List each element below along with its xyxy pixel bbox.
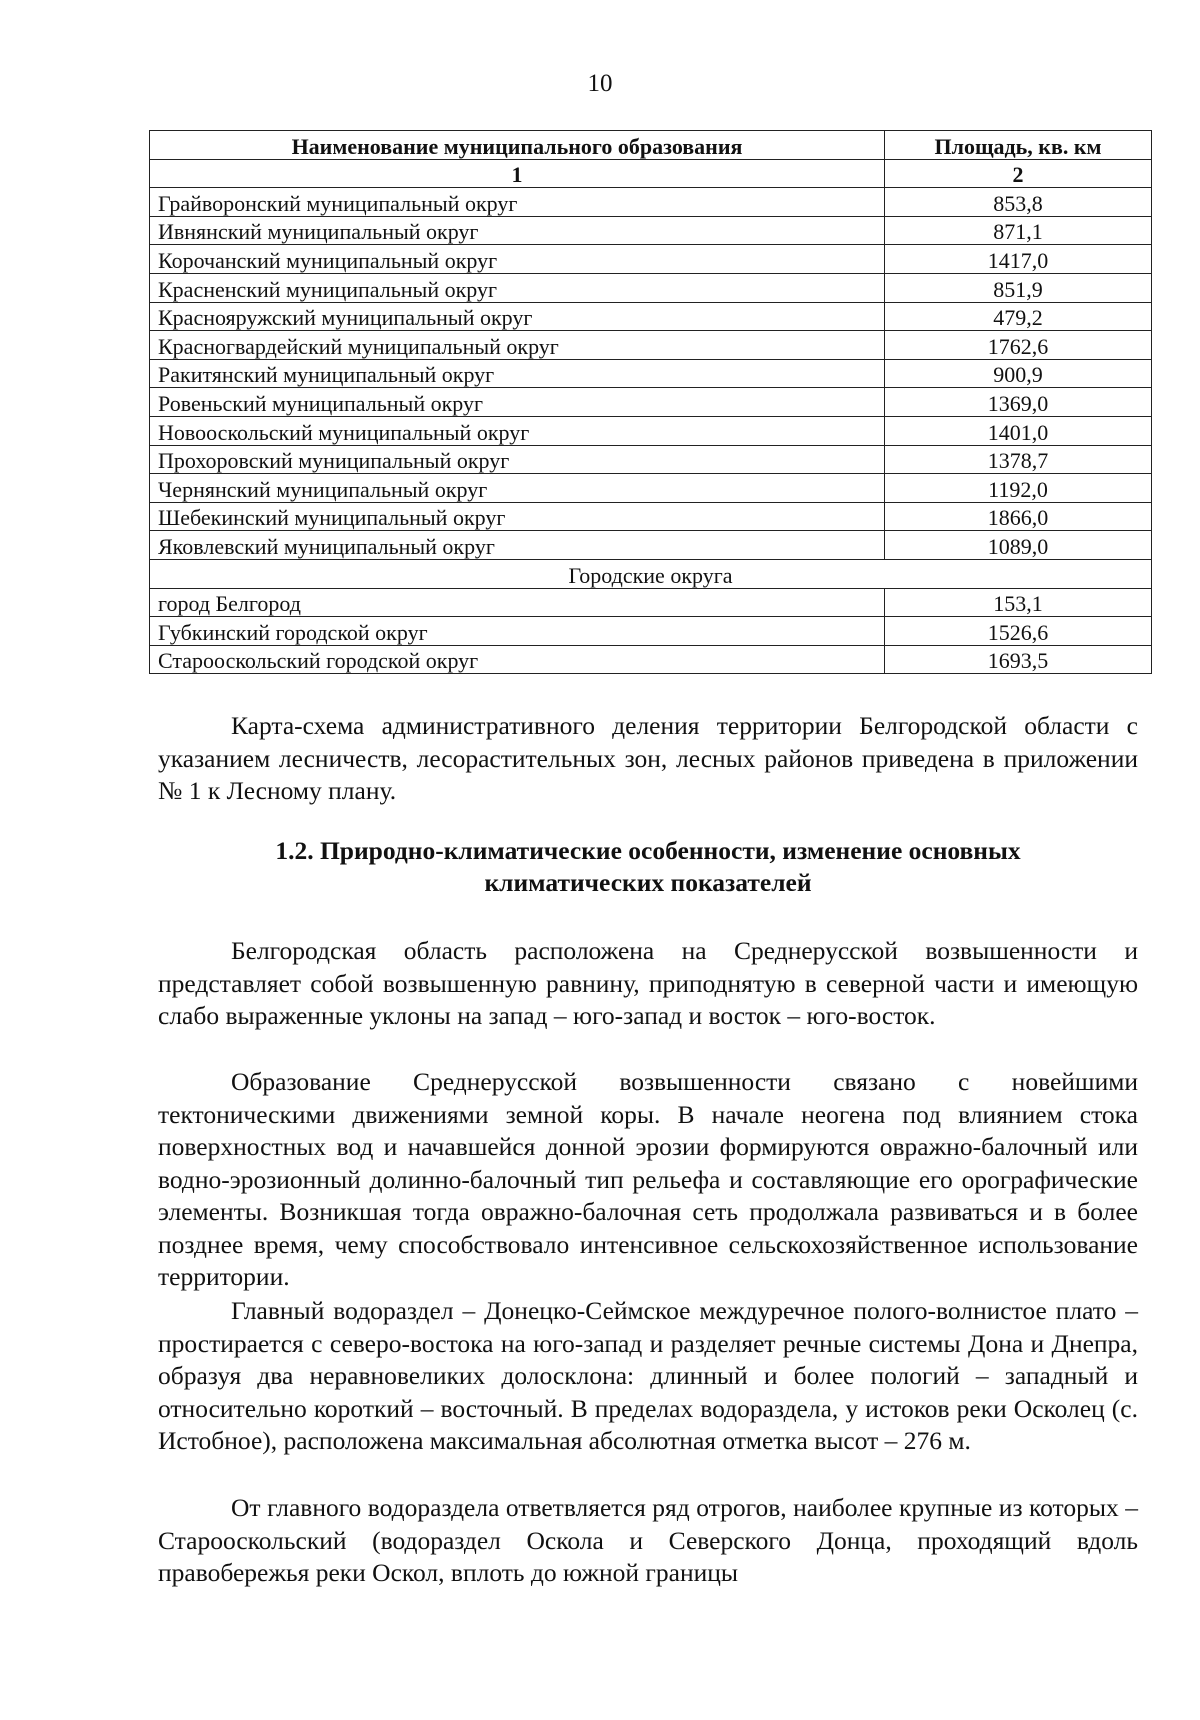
table-row (150, 474, 1152, 503)
body-paragraph-2: Образование Среднерусской возвышенности связано с новейшими тектоническими движениями земной коры. В начале неогена под влиянием стока поверхностных вод и начавшейся донной эрозии формируются овражно-балочный или водно-эрозионный долинно-балочный тип рельефа и составляющие его орографические элементы. Возникшая тогда овражно-балочная сеть продолжала развиваться и в более позднее время, чему способствовало интенсивное сельскохозяйственное использование территории. (158, 1067, 1138, 1291)
table-index-row (150, 159, 1152, 188)
body-paragraph-3: Главный водораздел – Донецко-Сеймское междуречное полого-волнистое плато – простирается с северо-востока на юго-запад и разделяет речные системы Дона и Днепра, образуя два неравновеликих долосклона: длинный и более пологий – западный и относительно короткий – восточный. В пределах водораздела, у истоков реки Осколец (с. Истобное), расположена максимальная абсолютная отметка высот – 276 м. (158, 1296, 1138, 1455)
header-area: Площадь, кв. км (885, 131, 1152, 160)
row-area: 851,9 (885, 273, 1152, 302)
table-row (150, 502, 1152, 531)
row-name: Краснояружский муниципальный округ (150, 302, 885, 331)
row-name: Старооскольский городской округ (150, 645, 885, 674)
table-row (150, 359, 1152, 388)
section-heading (158, 835, 1138, 899)
table-row (150, 388, 1152, 417)
body-paragraph-1: Белгородская область расположена на Среднерусской возвышенности и представляет собой возвышенную равнину, приподнятую в северной части и имеющую слабо выраженные уклоны на запад – юго-запад и восток – юго-восток. (158, 936, 1138, 1030)
table-row (150, 416, 1152, 445)
row-name: Ракитянский муниципальный округ (150, 359, 885, 388)
row-name: Новооскольский муниципальный округ (150, 416, 885, 445)
table-header-row (150, 131, 1152, 160)
body-paragraph-4: От главного водораздела ответвляется ряд отрогов, наиболее крупные из которых – Старооскольский (водораздел Оскола и Северского Донца, проходящий вдоль правобережья реки Оскол, вплоть до южной границы (158, 1493, 1138, 1587)
row-area: 853,8 (885, 188, 1152, 217)
table-row (150, 216, 1152, 245)
row-name: Губкинский городской округ (150, 617, 885, 646)
table-row (150, 531, 1152, 560)
row-area: 1401,0 (885, 416, 1152, 445)
row-name: Красногвардейский муниципальный округ (150, 331, 885, 360)
row-area: 479,2 (885, 302, 1152, 331)
row-area: 871,1 (885, 216, 1152, 245)
row-name: Шебекинский муниципальный округ (150, 502, 885, 531)
map-note-paragraph: Карта-схема административного деления территории Белгородской области с указанием лесничеств, лесорастительных зон, лесных районов приведена в приложении № 1 к Лесному плану. (158, 711, 1138, 805)
row-name: Грайворонский муниципальный округ (150, 188, 885, 217)
row-name: Чернянский муниципальный округ (150, 474, 885, 503)
table-row (150, 445, 1152, 474)
section-title: Городские округа (150, 559, 1152, 588)
table-row (150, 273, 1152, 302)
section-heading-line-2: климатических показателей (484, 868, 812, 897)
table-row (150, 188, 1152, 217)
row-area: 1417,0 (885, 245, 1152, 274)
row-area: 1089,0 (885, 531, 1152, 560)
header-name: Наименование муниципального образования (150, 131, 885, 160)
table-section-row (150, 559, 1152, 588)
row-area: 1378,7 (885, 445, 1152, 474)
table-row (150, 645, 1152, 674)
municipal-areas-table (149, 130, 1152, 674)
row-name: Прохоровский муниципальный округ (150, 445, 885, 474)
row-name: Корочанский муниципальный округ (150, 245, 885, 274)
index-col-2: 2 (885, 159, 1152, 188)
row-area: 1526,6 (885, 617, 1152, 646)
page-number: 10 (587, 70, 613, 97)
row-area: 900,9 (885, 359, 1152, 388)
index-col-1: 1 (150, 159, 885, 188)
table-row (150, 617, 1152, 646)
row-area: 1693,5 (885, 645, 1152, 674)
row-name: Ровеньский муниципальный округ (150, 388, 885, 417)
row-area: 1192,0 (885, 474, 1152, 503)
table-row (150, 302, 1152, 331)
row-area: 1762,6 (885, 331, 1152, 360)
table-row (150, 331, 1152, 360)
row-name: Яковлевский муниципальный округ (150, 531, 885, 560)
row-area: 1866,0 (885, 502, 1152, 531)
table-row (150, 245, 1152, 274)
row-name: Красненский муниципальный округ (150, 273, 885, 302)
row-area: 153,1 (885, 588, 1152, 617)
section-heading-line-1: 1.2. Природно-климатические особенности, изменение основных (275, 836, 1021, 865)
row-name: Ивнянский муниципальный округ (150, 216, 885, 245)
row-name: город Белгород (150, 588, 885, 617)
table-row (150, 588, 1152, 617)
row-area: 1369,0 (885, 388, 1152, 417)
